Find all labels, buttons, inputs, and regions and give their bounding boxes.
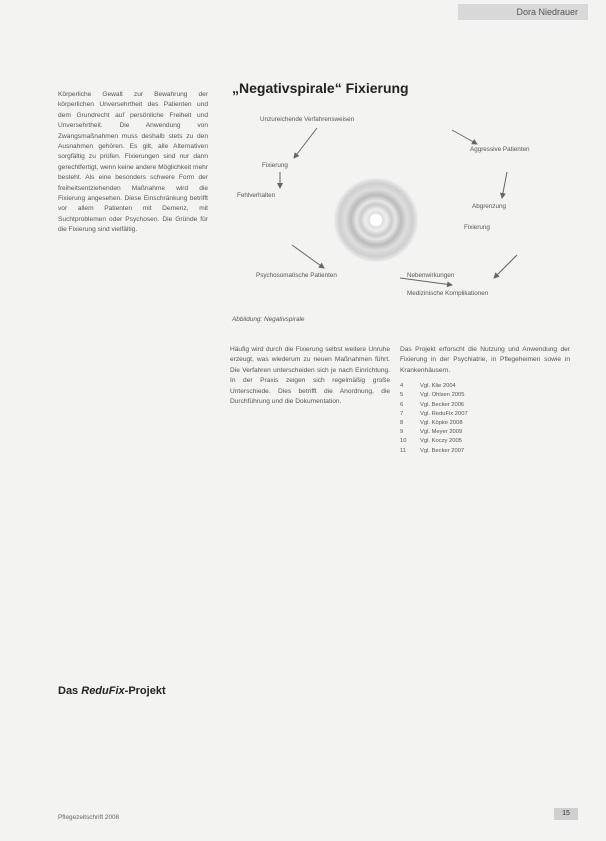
body-column-2 [230,345,390,407]
footnote: 7 Vgl. ReduFix 2007 [400,410,468,417]
diagram-label: Aggressive Patienten [470,146,530,153]
diagram-label: Unzureichende Verfahrensweisen [260,116,355,123]
diagram-arrows [232,80,572,340]
section-heading: Das ReduFix-Projekt [58,685,166,697]
body-text: Das Projekt erforscht die Nutzung und Anwendung der Fixierung in der Psychiatrie, in Pflegeheimen sowie in Krankenhäusern. [400,346,570,374]
footnote: 9 Vgl. Meyer 2009 [400,429,463,436]
figure-caption: Abbildung: Negativspirale [232,316,305,323]
diagram-label: Fixierung [262,162,288,169]
diagram-label: Fixierung [464,224,490,231]
footnote: 6 Vgl. Becker 2006 [400,401,465,408]
body-text: Häufig wird durch die Fixierung selbst weitere Unruhe erzeugt, was wiederum zu neuen Maßnahmen führt. Die Verfahren unterscheiden sich je nach Einrichtung. In der Praxis zeigen sich regelmäßig große Unterschiede. Dies betrifft die Anordnung, die Durchführung und die Dokumentation. [230,346,390,406]
header-tag: Dora Niedrauer [458,4,588,20]
diagram-title: „Negativspirale“ Fixierung [232,80,409,96]
body-column-1 [58,90,208,236]
footnote: 4 Vgl. Klie 2004 [400,383,456,390]
footnote: 11 Vgl. Becker 2007 [400,447,465,454]
diagram-label: Fehlverhalten [237,192,276,199]
diagram-label: Abgrenzung [472,203,506,210]
footnote: 5 Vgl. Ohlsen 2005 [400,392,465,399]
body-text: Körperliche Gewalt zur Bewahrung der körperlichen Unversehrtheit des Patienten und dem Grundrecht auf persönliche Freiheit und Unversehrtheit. Die Anwendung von Zwangsmaßnahmen muss deshalb stets zu den Ausnahmen gehören. Es gilt, alle Alternativen sorgfältig zu prüfen. Fixierungen sind nur dann gerechtfertigt, wenn keine andere Möglichkeit mehr besteht. Als eine besonders schwere Form der freiheitsentziehenden Maßnahme wird die Fixierung angesehen. Diese Einschränkung betrifft vor allem Patienten mit Demenz, mit Suchtproblemen oder Psychosen. Die Gründe für die Fixierung sind vielfältig. [58,91,208,234]
footnote: 10 Vgl. Koczy 2005 [400,438,462,445]
page-number: 15 [554,808,578,820]
footer-left: Pflegezeitschrift 2008 [58,814,120,821]
footnote: 8 Vgl. Köpke 2008 [400,420,463,427]
body-column-3 [400,345,570,456]
footnotes [400,382,570,456]
diagram-label: Medizinische Komplikationen [407,290,489,297]
diagram-label: Psychosomatische Patienten [256,272,337,279]
diagram [232,80,572,340]
diagram-label: Nebenwirkungen [407,272,455,279]
